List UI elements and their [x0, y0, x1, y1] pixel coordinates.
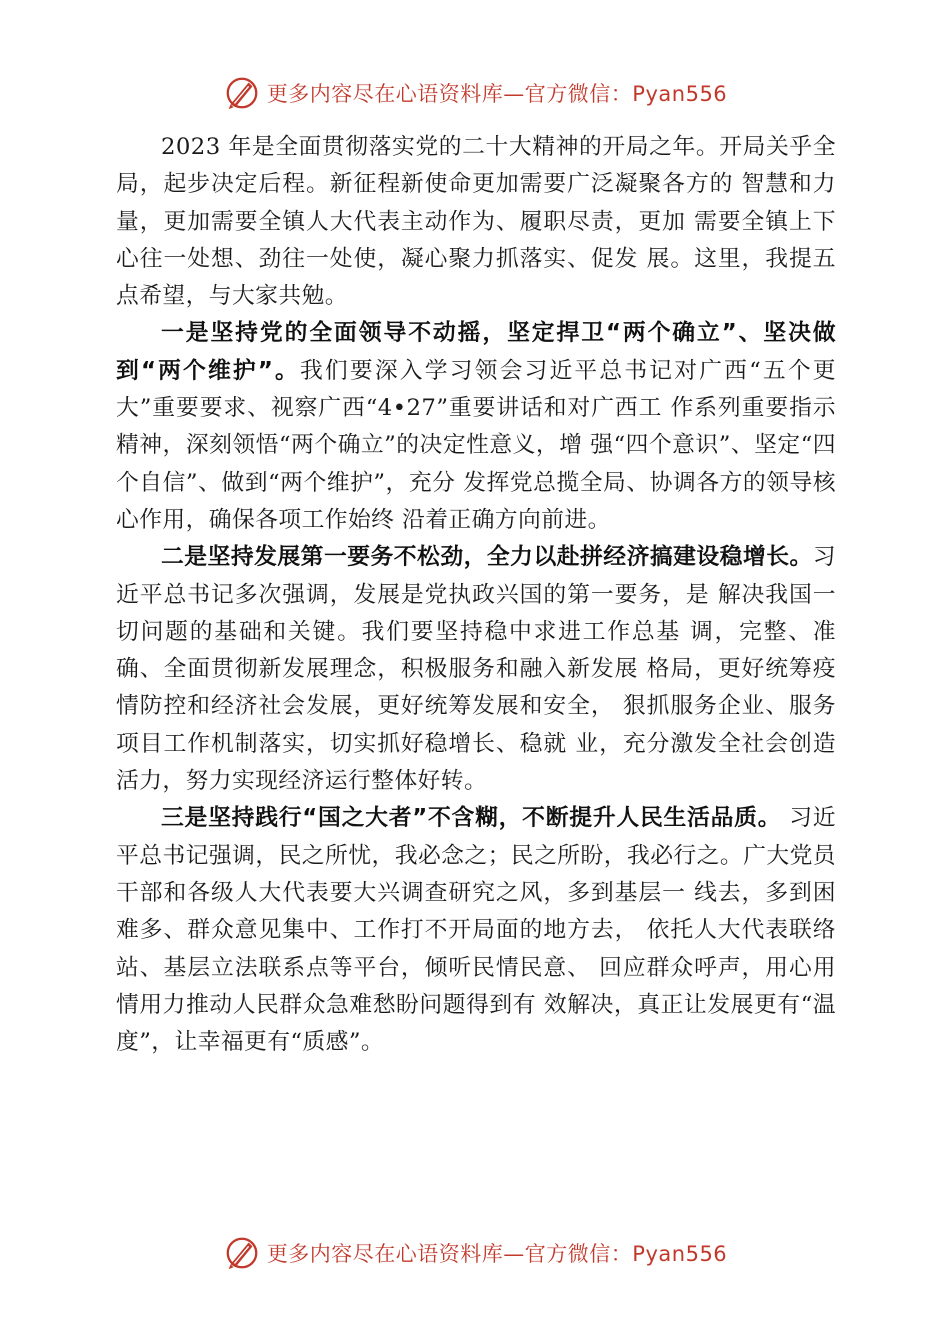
- footer-banner-text: 更多内容尽在心语资料库—官方微信：Pyan556: [266, 1242, 728, 1266]
- paragraph-point-1: [116, 315, 836, 539]
- paragraph-point-3: [116, 800, 836, 1061]
- paragraph-body: 我们要深入学习领会习近平总书记对广西“五个更大”重要要求、视察广西“4•27”重要讲话和对广西工 作系列重要指示精神，深刻领悟“两个确立”的决定性意义，增 强“四个意识”、坚定“四个自信”、做到“两个维护”，充分 发挥党总揽全局、协调各方的领导核心作用，确保各项工作始终 沿着正确方向前进。: [116, 357, 836, 533]
- document-body: [116, 129, 836, 1061]
- paragraph-body: 习近平总书记强调，民之所忧，我必念之；民之所盼，我必行之。广大党员干部和各级人大代表要大兴调查研究之风，多到基层一 线去，多到困难多、群众意见集中、工作打不开局面的地方去， 依托人大代表联络站、基层立法联系点等平台，倾听民情民意、 回应群众呼声，用心用情用力推动人民群众急难愁盼问题得到有 效解决，真正让发展更有“温度”，让幸福更有“质感”。: [116, 805, 836, 1056]
- paragraph-lead: 二是坚持发展第一要务不松劲，全力以赴拼经济搞建设稳增长。: [161, 544, 813, 571]
- paragraph-body: 习近平总书记多次强调，发展是党执政兴国的第一要务，是 解决我国一切问题的基础和关键。我们要坚持稳中求进工作总基 调，完整、准确、全面贯彻新发展理念，积极服务和融入新发展 格局，更好统筹疫情防控和经济社会发展，更好统筹发展和安全， 狠抓服务企业、服务项目工作机制落实，切实抓好稳增长、稳就 业，充分激发全社会创造活力，努力实现经济运行整体好转。: [116, 544, 836, 795]
- header-banner-text: 更多内容尽在心语资料库—官方微信：Pyan556: [266, 82, 728, 106]
- paragraph-body: 2023 年是全面贯彻落实党的二十大精神的开局之年。开局关乎全局，起步决定后程。新征程新使命更加需要广泛凝聚各方的 智慧和力量，更加需要全镇人大代表主动作为、履职尽责，更加 需要全镇上下心往一处想、劲往一处使，凝心聚力抓落实、促发 展。这里，我提五点希望，与大家共勉。: [116, 134, 836, 310]
- paragraph-lead: 三是坚持践行“国之大者”不含糊，不断提升人民生活品质。: [161, 805, 782, 832]
- pen-nib-logo-icon: [223, 1234, 261, 1272]
- paragraph-point-2: [116, 539, 836, 800]
- footer-banner-content: [223, 1234, 727, 1272]
- header-banner: [0, 70, 950, 116]
- pen-nib-logo-icon: [223, 74, 261, 112]
- footer-banner: [0, 1230, 950, 1276]
- paragraph-intro: [116, 129, 836, 315]
- paragraph-lead: 一是坚持党的全面领导不动摇，坚定捍卫“两个确立”、坚决做到“两个维护”。: [116, 320, 836, 384]
- header-banner-content: [223, 74, 727, 112]
